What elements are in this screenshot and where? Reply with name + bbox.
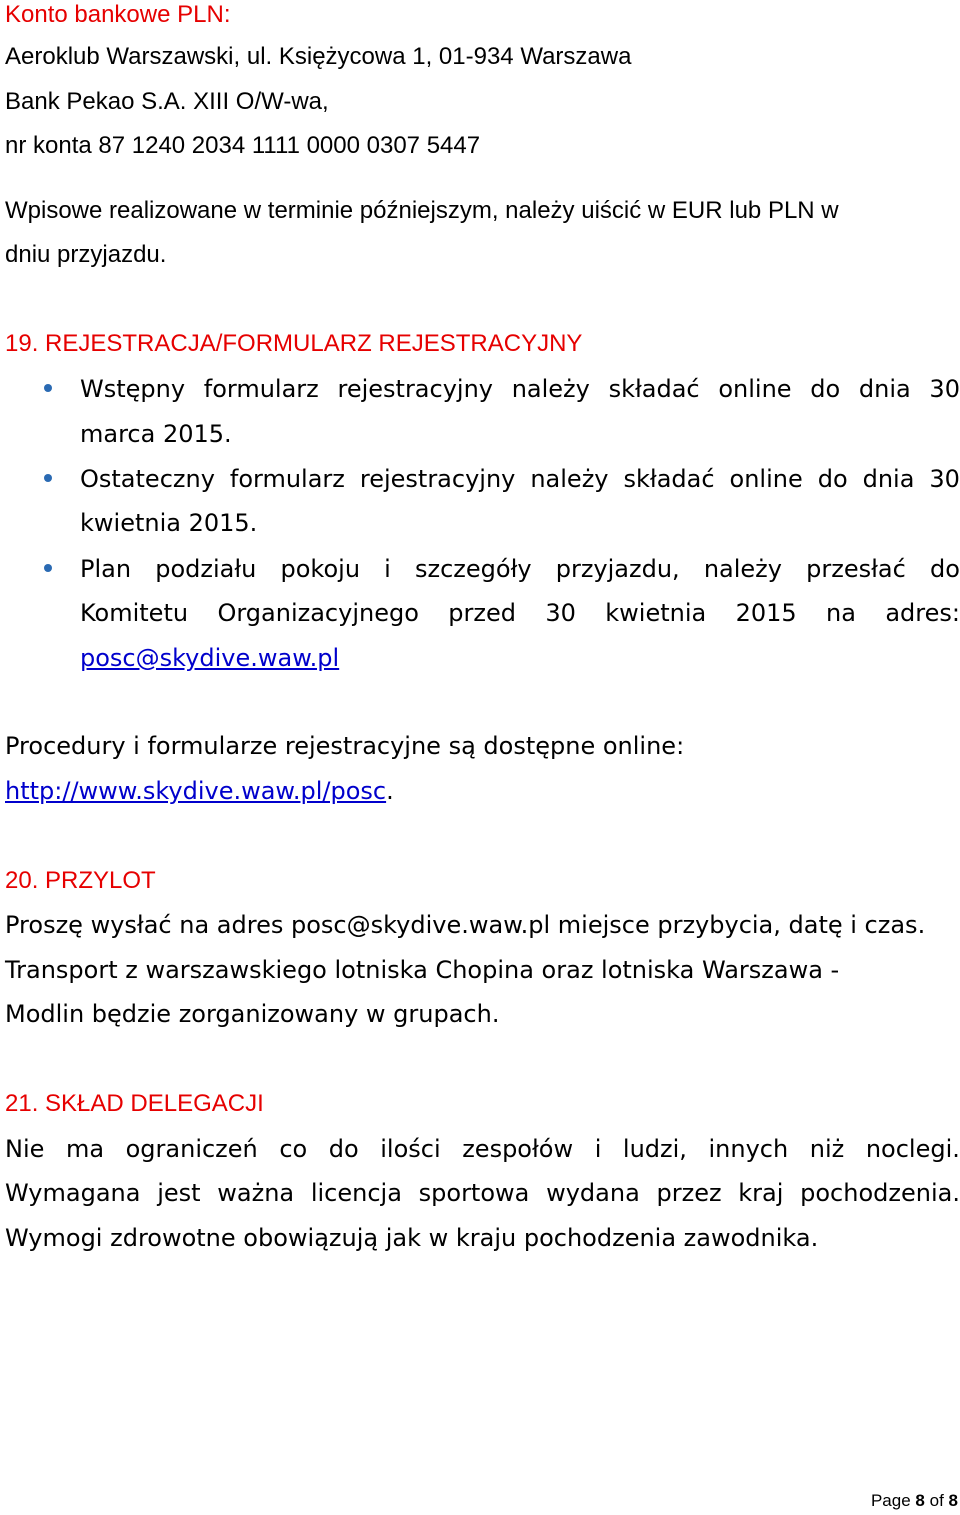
word: 2015 — [735, 599, 797, 627]
word: i — [594, 1135, 602, 1163]
word: zespołów — [462, 1135, 574, 1163]
account-address: Aeroklub Warszawski, ul. Księżycowa 1, 01-934 Warszawa — [5, 43, 632, 70]
account-heading: Konto bankowe PLN: — [5, 1, 231, 28]
account-bank: Bank Pekao S.A. XIII O/W-wa, — [5, 88, 329, 115]
fee-note-line-2: dniu przyjazdu. — [5, 241, 167, 268]
word: niż — [809, 1135, 845, 1163]
word: przed — [448, 599, 516, 627]
word: należy — [703, 555, 782, 583]
word: 30 — [929, 465, 960, 493]
word: licencja — [310, 1179, 402, 1207]
bullet-3-line-3 — [80, 643, 339, 673]
word: pochodzenia. — [800, 1179, 960, 1207]
procedures-link-line — [5, 776, 394, 806]
word: sportowa — [418, 1179, 530, 1207]
word: składać — [608, 375, 700, 403]
page-total: 8 — [948, 1491, 958, 1510]
word: pokoju — [280, 555, 361, 583]
bullet-icon — [44, 384, 52, 392]
of-word: of — [929, 1491, 944, 1510]
bullet-1-line-2: marca 2015. — [80, 420, 232, 448]
word: do — [929, 555, 960, 583]
word: do — [328, 1135, 359, 1163]
word: 30 — [929, 375, 960, 403]
page-word: Page — [870, 1491, 911, 1510]
word: kwietnia — [605, 599, 707, 627]
bullet-icon — [44, 564, 52, 572]
word: formularz — [229, 465, 345, 493]
section-21-line-2 — [5, 1178, 960, 1208]
section-20-heading: 20. PRZYLOT — [5, 867, 156, 894]
bullet-1-line-1 — [80, 374, 960, 404]
section-21-line-3: Wymogi zdrowotne obowiązują jak w kraju pochodzenia zawodnika. — [5, 1224, 819, 1252]
word: należy — [530, 465, 609, 493]
word: Wymagana — [5, 1179, 141, 1207]
word: składać — [623, 465, 715, 493]
word: szczegóły — [414, 555, 532, 583]
word: rejestracyjny — [337, 375, 493, 403]
word: ilości — [380, 1135, 441, 1163]
word: Organizacyjnego — [217, 599, 419, 627]
word: co — [279, 1135, 308, 1163]
word: rejestracyjny — [359, 465, 516, 493]
section-19-heading: 19. REJESTRACJA/FORMULARZ REJESTRACYJNY — [5, 330, 583, 357]
word: formularz — [203, 375, 319, 403]
word: innych — [708, 1135, 789, 1163]
word: ma — [65, 1135, 105, 1163]
word: dnia — [858, 375, 911, 403]
page-number — [871, 1490, 958, 1512]
page-current: 8 — [915, 1491, 925, 1510]
word: Wstępny — [80, 375, 186, 403]
email-link[interactable]: posc@skydive.waw.pl — [80, 644, 340, 672]
bullet-3-line-2 — [80, 598, 960, 628]
word: ograniczeń — [125, 1135, 258, 1163]
word: dnia — [862, 465, 915, 493]
word: Ostateczny — [80, 465, 215, 493]
word: przyjazdu, — [555, 555, 680, 583]
word: do — [810, 375, 841, 403]
word: przesłać — [806, 555, 906, 583]
word: noclegi. — [865, 1135, 960, 1163]
word: 30 — [545, 599, 576, 627]
section-20-line-2: Transport z warszawskiego lotniska Chopina oraz lotniska Warszawa - — [5, 956, 840, 984]
word: Plan — [80, 555, 132, 583]
section-21-heading: 21. SKŁAD DELEGACJI — [5, 1090, 264, 1117]
word: Nie — [5, 1135, 45, 1163]
bullet-3-line-1 — [80, 554, 960, 584]
section-20-line-3: Modlin będzie zorganizowany w grupach. — [5, 1000, 500, 1028]
word: i — [384, 555, 391, 583]
word: online — [729, 465, 803, 493]
procedures-link[interactable]: http://www.skydive.waw.pl/posc — [5, 777, 387, 805]
section-20-line-1: Proszę wysłać na adres posc@skydive.waw.pl miejsce przybycia, datę i czas. — [5, 911, 926, 939]
word: do — [817, 465, 848, 493]
word: przez — [656, 1179, 722, 1207]
word: podziału — [155, 555, 257, 583]
word: Komitetu — [80, 599, 189, 627]
procedures-link-suffix: . — [386, 777, 394, 805]
word: online — [718, 375, 792, 403]
word: adres: — [885, 599, 960, 627]
bullet-icon — [44, 474, 52, 482]
section-21-line-1 — [5, 1134, 960, 1164]
word: kraj — [738, 1179, 784, 1207]
bullet-2-line-1 — [80, 464, 960, 494]
word: na — [826, 599, 856, 627]
bullet-2-line-2: kwietnia 2015. — [80, 509, 258, 537]
word: ludzi, — [622, 1135, 687, 1163]
fee-note-line-1: Wpisowe realizowane w terminie późniejszym, należy uiścić w EUR lub PLN w — [5, 197, 839, 224]
word: jest — [157, 1179, 201, 1207]
word: należy — [511, 375, 590, 403]
word: wydana — [546, 1179, 640, 1207]
word: ważna — [217, 1179, 295, 1207]
procedures-text: Procedury i formularze rejestracyjne są dostępne online: — [5, 732, 685, 760]
account-number: nr konta 87 1240 2034 1111 0000 0307 5447 — [5, 132, 481, 159]
